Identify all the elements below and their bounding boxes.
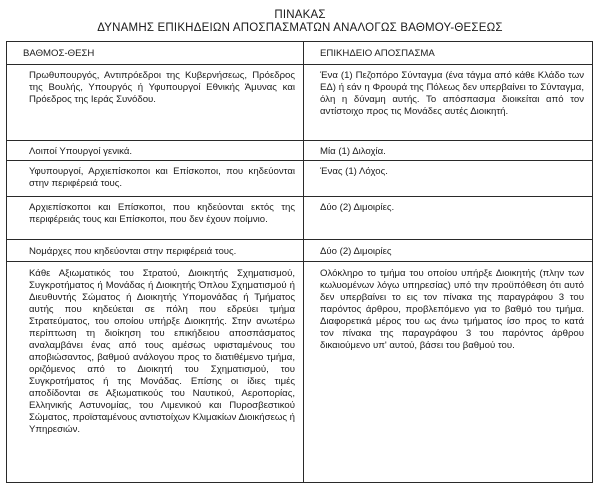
table-row <box>7 141 593 161</box>
row-rank: Κάθε Αξιωματικός του Στρατού, Διοικητής Σχηματισμού, Συγκροτήματος ή Μονάδας ή Διοικητής Όπλου Σχηματισμού ή Διευθυντής Σώματος ή Διοικητής Υπομονάδας ή Τμήματος αυτής που κηδεύεται σε πόλη που εδρεύει τμήμα Στρατεύματος, του οποίου υπήρξε Διοικητής. Στην ανωτέρω περίπτωση τη διοίκηση του επικήδειου αποσπάσματος αναλαμβάνει ένας από τους αμέσως υφισταμένους του αποβιώσαντος, βαθμού ανάλογου προς το διατιθέμενο τμήμα, οριζόμενος από το Διοικητή του Σχηματισμού, του Συγκροτήματος ή της Μονάδας. Επίσης οι ίδιες τιμές αποδίδονται σε Αξιωματικούς του Ναυτικού, Αεροπορίας, Ελληνικής Αστυνομίας, του Λιμενικού και Πυροσβεστικού Σώματος, προϊσταμένους αντιστοίχων Κλιμακίων Διοικήσεως ή Υπηρεσιών. <box>29 268 295 435</box>
header-detachment: ΕΠΙΚΗΔΕΙΟ ΑΠΟΣΠΑΣΜΑ <box>320 48 435 59</box>
row-detachment: Ένας (1) Λόχος. <box>320 166 388 177</box>
rank-detachment-table <box>6 41 593 483</box>
row-rank: Λοιποί Υπουργοί γενικά. <box>29 146 133 157</box>
title-line-1: ΠΙΝΑΚΑΣ <box>274 9 326 21</box>
row-rank: Αρχιεπίσκοποι και Επίσκοποι, που κηδεύονται εκτός της περιφέρειάς τους και Επίσκοποι, που δεν έχουν ποίμνιο. <box>29 202 295 225</box>
table-row <box>7 262 593 483</box>
header-rank: ΒΑΘΜΟΣ-ΘΕΣΗ <box>23 48 95 59</box>
table-row <box>7 65 593 141</box>
table-header-row <box>7 42 593 65</box>
title-line-2: ΔΥΝΑΜΗΣ ΕΠΙΚΗΔΕΙΩΝ ΑΠΟΣΠΑΣΜΑΤΩΝ ΑΝΑΛΟΓΩΣ ΒΑΘΜΟΥ-ΘΕΣΕΩΣ <box>97 22 503 34</box>
table-row <box>7 240 593 262</box>
table-title <box>0 0 600 35</box>
row-detachment: Ένα (1) Πεζοπόρο Σύνταγμα (ένα τάγμα από κάθε Κλάδο των ΕΔ) ή εάν η Φρουρά της Πόλεως δεν υπερβαίνει το Σύνταγμα, όλη η δύναμη αυτής. Το απόσπασμα διοικείται από τον αντίστοιχο προς τις Μονάδες αυτές Διοικητή. <box>320 70 584 117</box>
row-detachment: Δύο (2) Διμοιρίες <box>320 246 392 257</box>
row-rank: Νομάρχες που κηδεύονται στην περιφέρειά τους. <box>29 246 237 257</box>
row-rank: Υφυπουργοί, Αρχιεπίσκοποι και Επίσκοποι, που κηδεύονται στην περιφέρειά τους. <box>29 166 295 189</box>
row-detachment: Δύο (2) Διμοιρίες. <box>320 202 395 213</box>
row-rank: Πρωθυπουργός, Αντιπρόεδροι της Κυβερνήσεως, Πρόεδρος της Βουλής, Υπουργός ή Υφυπουργοί Εθνικής Άμυνας και Πρόεδρος της Ιεράς Συνόδου. <box>29 70 295 105</box>
table-row <box>7 197 593 240</box>
row-detachment: Ολόκληρο το τμήμα του οποίου υπήρξε Διοικητής (πλην των κωλυομένων λόγω υπηρεσίας) υπό την προϋπόθεση ότι αυτό δεν υπερβαίνει το εις τον πίνακα της παραγράφου 3 του παρόντος άρθρου, προβλεπόμενο για το βαθμό του τμήμα. Διαφορετικά μέρος του ως άνω τμήματος ίσο προς το κατά τον πίνακα της παραγράφου 3 του παρόντος άρθρου δικαιούμενο υπ' αυτού, βάσει του βαθμού του. <box>320 268 584 351</box>
row-detachment: Μία (1) Διλοχία. <box>320 146 386 157</box>
table-row <box>7 161 593 197</box>
